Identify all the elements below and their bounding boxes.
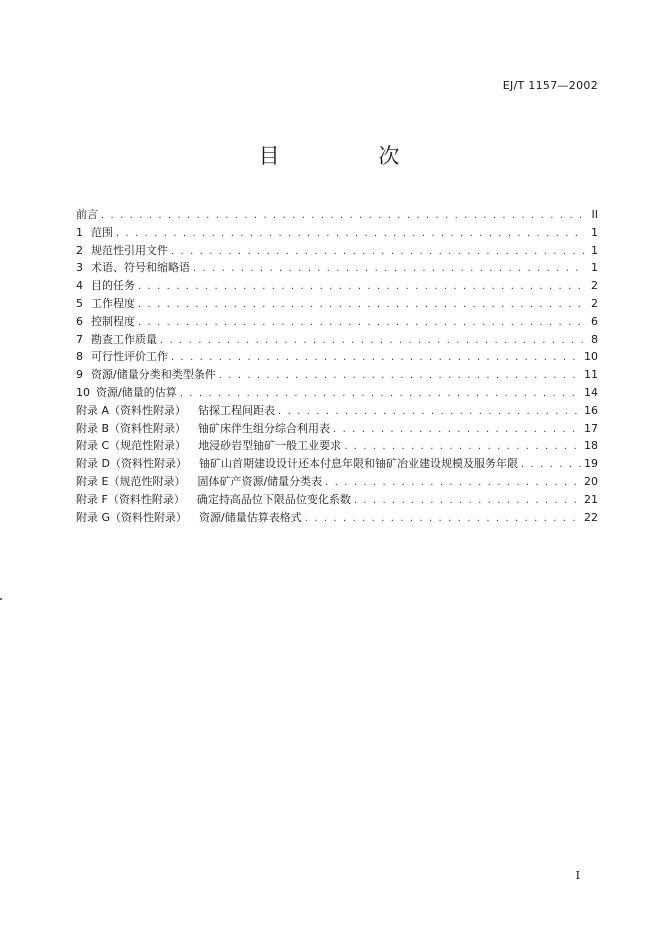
toc-entry[interactable]: [76, 420, 598, 438]
toc-leader-dots: [354, 495, 581, 506]
toc-entry-page: 2: [591, 296, 598, 310]
toc-entry-label: 确定持高品位下限品位变化系数: [196, 492, 351, 506]
toc-leader-dots: [193, 263, 585, 274]
toc-entry[interactable]: [76, 277, 598, 295]
toc-entry-page: 21: [584, 492, 598, 506]
toc-entry-page: 18: [584, 439, 598, 453]
toc-entry-label: 钻探工程间距表: [198, 403, 276, 417]
toc-entry-page: 17: [584, 421, 598, 435]
toc-entry[interactable]: [76, 224, 598, 242]
toc-entry[interactable]: [76, 313, 598, 331]
toc-entry-page: 2: [591, 279, 598, 293]
page-number: I: [575, 869, 580, 882]
toc-leader-dots: [344, 441, 581, 452]
toc-entry[interactable]: [76, 295, 598, 313]
toc-entry-label: 资源/储量的估算: [96, 385, 177, 399]
toc-entry-label: 规范性引用文件: [91, 243, 168, 257]
toc-entry-label: 目的任务: [91, 279, 135, 293]
toc-leader-dots: [116, 228, 585, 239]
toc-entry-label: 范围: [91, 225, 113, 239]
scan-margin-mark: [0, 598, 2, 600]
toc-leader-dots: [138, 281, 585, 292]
toc-entry-number: 2: [76, 243, 83, 257]
toc-entry[interactable]: [76, 509, 598, 527]
toc-entry-page: 1: [591, 243, 598, 257]
toc-entry-page: 14: [584, 385, 598, 399]
toc-entry-label: 铀矿床伴生组分综合利用表: [198, 421, 331, 435]
toc-entry-number: 5: [76, 296, 83, 310]
table-of-contents: [76, 206, 598, 526]
toc-leader-dots: [325, 477, 581, 488]
toc-leader-dots: [278, 406, 581, 417]
toc-leader-dots: [101, 210, 585, 221]
toc-entry[interactable]: [76, 437, 598, 455]
toc-leader-dots: [333, 424, 581, 435]
toc-annex-number: 附录 F（资料性附录）: [76, 492, 185, 506]
toc-entry[interactable]: [76, 366, 598, 384]
toc-entry-page: II: [591, 208, 598, 221]
toc-entry[interactable]: [76, 455, 598, 473]
toc-entry-label: 固体矿产资源/储量分类表: [197, 474, 323, 488]
toc-entry-label: 勘查工作质量: [91, 332, 157, 346]
toc-entry-number: 6: [76, 314, 83, 328]
toc-entry-page: 16: [584, 403, 598, 417]
toc-entry[interactable]: [76, 348, 598, 366]
toc-entry-page: 6: [591, 314, 598, 328]
toc-entry-label: 前言: [76, 208, 98, 221]
toc-title: 目 次: [258, 144, 446, 168]
toc-annex-number: 附录 B（资料性附录）: [76, 421, 187, 435]
toc-entry-label: 铀矿山首期建设设计还本付息年限和铀矿冶业建设规模及服务年限: [198, 457, 518, 471]
toc-leader-dots: [138, 299, 585, 310]
toc-annex-number: 附录 A（资料性附录）: [76, 403, 187, 417]
toc-entry-label: 可行性评价工作: [91, 350, 168, 364]
toc-entry-page: 20: [584, 474, 598, 488]
toc-entry[interactable]: [76, 473, 598, 491]
toc-leader-dots: [138, 317, 585, 328]
toc-entry-page: 10: [584, 350, 598, 364]
toc-entry-label: 控制程度: [91, 314, 135, 328]
toc-entry-page: 22: [584, 510, 598, 524]
toc-entry-number: 8: [76, 350, 83, 364]
toc-entry-number: 4: [76, 279, 83, 293]
toc-entry[interactable]: [76, 259, 598, 277]
toc-entry-page: 8: [591, 332, 598, 346]
toc-annex-number: 附录 C（规范性附录）: [76, 439, 187, 453]
toc-entry-number: 3: [76, 261, 83, 275]
toc-entry-page: 11: [584, 368, 598, 382]
toc-entry-label: 术语、符号和缩略语: [91, 261, 190, 275]
toc-annex-number: 附录 D（资料性附录）: [76, 457, 187, 471]
toc-entry-number: 10: [76, 385, 90, 399]
toc-entry-label: 资源/储量估算表格式: [199, 510, 302, 524]
toc-entry-page: 1: [591, 261, 598, 275]
toc-entry-number: 1: [76, 225, 83, 239]
toc-entry-label: 资源/储量分类和类型条件: [91, 368, 216, 382]
toc-entry-number: 9: [76, 368, 83, 382]
toc-leader-dots: [171, 352, 581, 363]
toc-entry[interactable]: [76, 206, 598, 224]
toc-annex-number: 附录 G（资料性附录）: [76, 510, 188, 524]
toc-entry[interactable]: [76, 384, 598, 402]
toc-annex-number: 附录 E（规范性附录）: [76, 474, 186, 488]
toc-leader-dots: [305, 513, 581, 524]
toc-entry-page: 19: [584, 457, 598, 471]
toc-entry[interactable]: [76, 402, 598, 420]
toc-entry[interactable]: [76, 331, 598, 349]
toc-entry[interactable]: [76, 242, 598, 260]
toc-entry-page: 1: [591, 225, 598, 239]
toc-entry[interactable]: [76, 491, 598, 509]
toc-leader-dots: [180, 388, 581, 399]
toc-entry-number: 7: [76, 332, 83, 346]
toc-leader-dots: [219, 370, 581, 381]
toc-entry-label: 地浸砂岩型铀矿一般工业要求: [198, 439, 342, 453]
toc-leader-dots: [171, 246, 585, 257]
toc-leader-dots: [160, 335, 585, 346]
toc-entry-label: 工作程度: [91, 296, 135, 310]
document-code: EJ/T 1157—2002: [502, 79, 598, 92]
toc-leader-dots: [521, 459, 581, 470]
